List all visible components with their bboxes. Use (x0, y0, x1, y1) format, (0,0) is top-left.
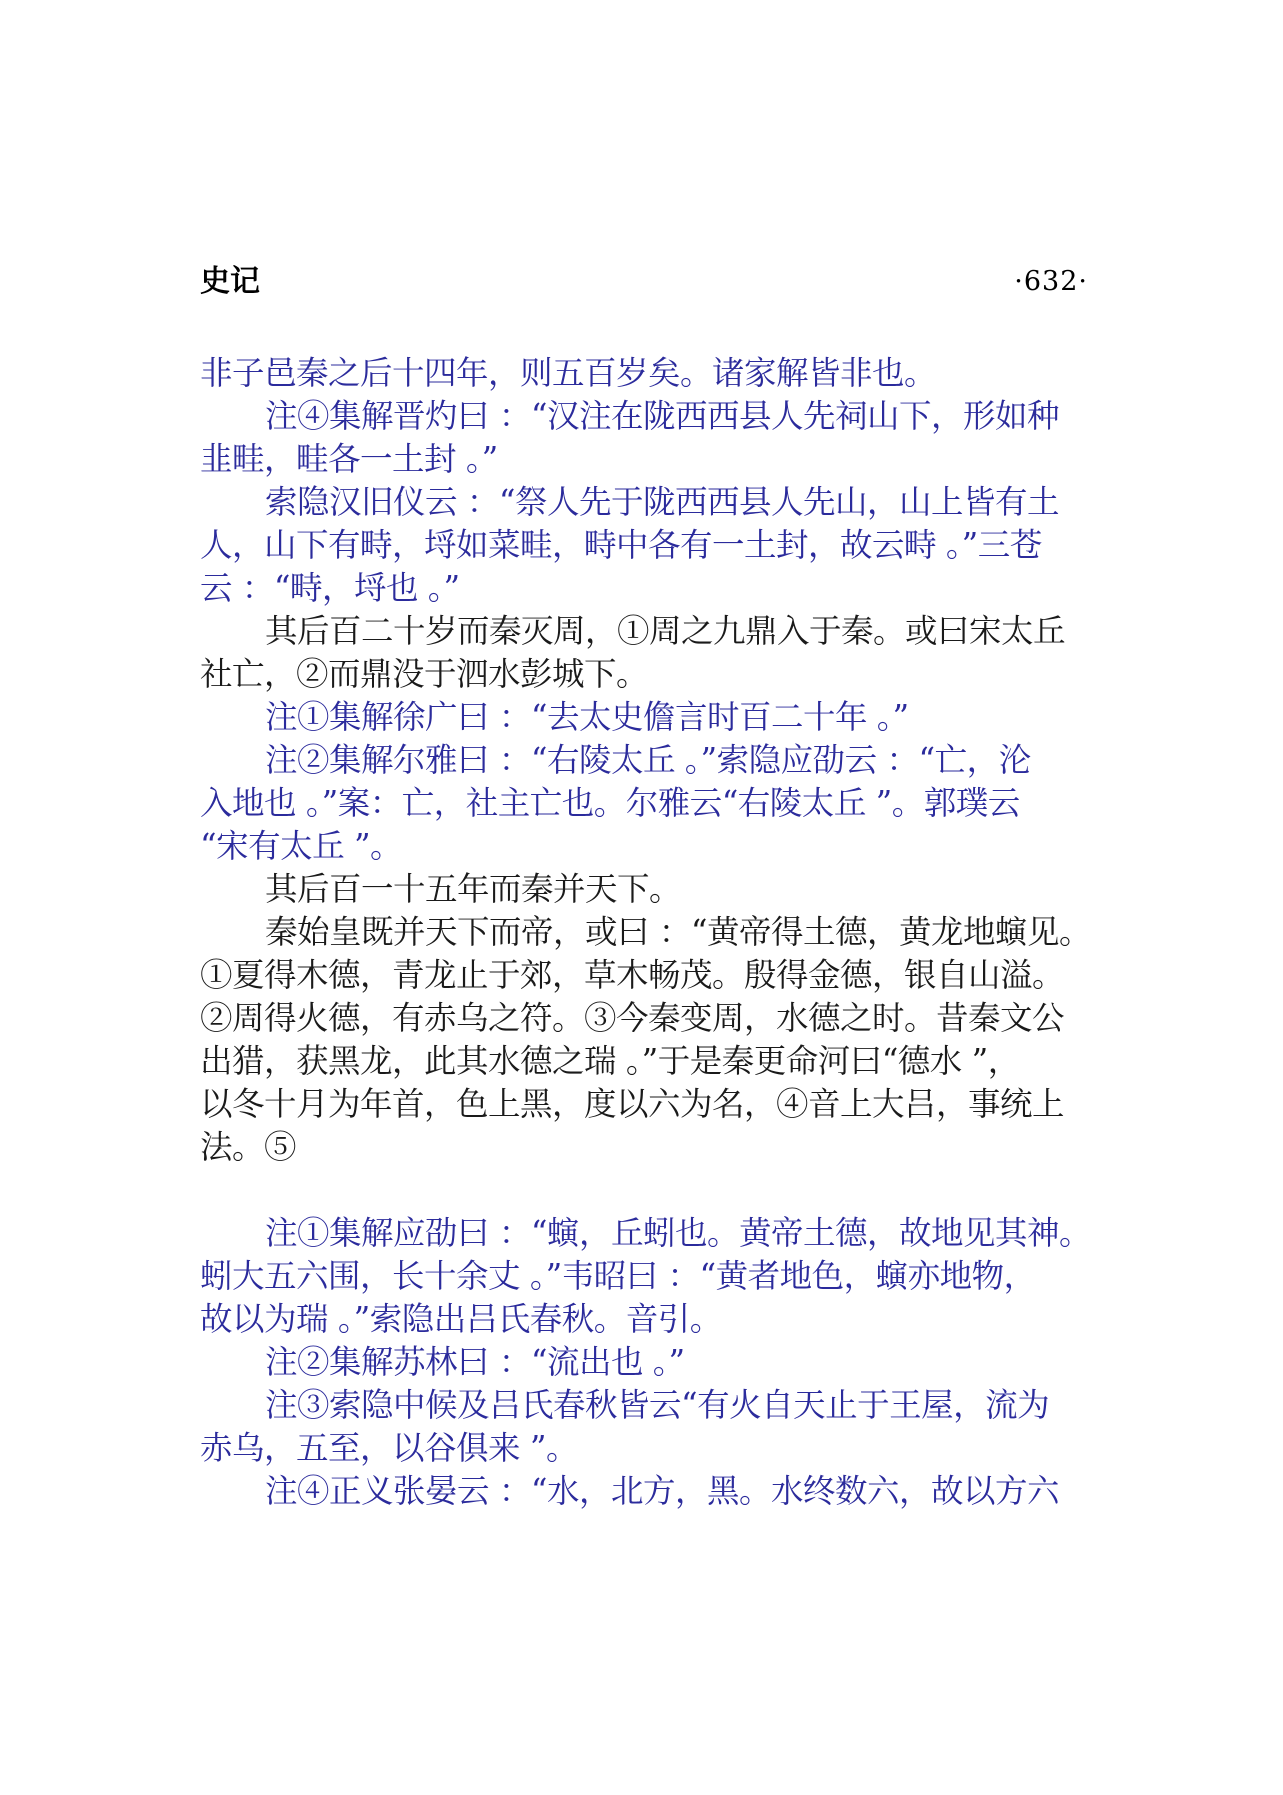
text-line: 法。⑤ (200, 1128, 297, 1166)
annotation-line: 注②集解尔雅曰 ：“右陵太丘 。”索隐应劭云 ：“亡，沦 (265, 741, 1031, 779)
text-line: 其后百二十岁而秦灭周，①周之九鼎入于秦。或曰宋太丘 (265, 612, 1066, 650)
text-line: 出猎，获黑龙，此其水德之瑞 。”于是秦更命河曰“德水 ”， (200, 1042, 1020, 1080)
text-line: 其后百一十五年而秦并天下。 (265, 870, 682, 908)
annotation-line: 非子邑秦之后十四年，则五百岁矣。诸家解皆非也。 (200, 354, 937, 392)
annotation-line: 赤乌，五至，以谷俱来 ”。 (200, 1429, 578, 1467)
annotation-line: 韭畦，畦各一土封 。” (200, 440, 498, 478)
text-line: 以冬十月为年首，色上黑，度以六为名，④音上大吕，事统上 (200, 1085, 1065, 1123)
annotation-line: 注①集解应劭曰 ：“螾，丘蚓也。黄帝土德，故地见其神。 (265, 1214, 1091, 1252)
annotation-line: 注④集解晋灼曰 ：“汉注在陇西西县人先祠山下，形如种 (265, 397, 1059, 435)
annotation-line: 注②集解苏林曰 ：“流出也 。” (265, 1343, 685, 1381)
text-line: 秦始皇既并天下而帝，或曰 ：“黄帝得土德，黄龙地螾见。 (265, 913, 1091, 951)
annotation-line: 索隐汉旧仪云 ：“祭人先于陇西西县人先山，山上皆有土 (265, 483, 1059, 521)
annotation-line: 人，山下有畤，埒如菜畦，畤中各有一土封，故云畤 。”三苍 (200, 526, 1042, 564)
paragraph-gap (200, 1169, 1090, 1212)
text-line: ②周得火德，有赤乌之符。③今秦变周，水德之时。昔秦文公 (200, 999, 1065, 1037)
annotation-line: 入地也 。”案：亡，社主亡也。尔雅云“右陵太丘 ”。郭璞云 (200, 784, 1020, 822)
body-text (200, 352, 1090, 1513)
annotation-line: 故以为瑞 。”索隐出吕氏春秋。音引。 (200, 1300, 722, 1338)
annotation-line: 云 ：“畤，埒也 。” (200, 569, 460, 607)
annotation-line: 蚓大五六围，长十余丈 。”韦昭曰 ：“黄者地色，螾亦地物， (200, 1257, 1036, 1295)
annotation-line: 注①集解徐广曰 ：“去太史儋言时百二十年 。” (265, 698, 909, 736)
annotation-line: “宋有太丘 ”。 (200, 827, 403, 865)
book-title: 史记 (200, 264, 260, 299)
annotation-line: 注③索隐中候及吕氏春秋皆云“有火自天止于王屋，流为 (265, 1386, 1050, 1424)
page-number: ·632· (1014, 266, 1088, 297)
page-header (200, 262, 1088, 312)
text-line: ①夏得木德，青龙止于郊，草木畅茂。殷得金德，银自山溢。 (200, 956, 1065, 994)
text-line: 社亡，②而鼎没于泗水彭城下。 (200, 655, 649, 693)
annotation-line: 注④正义张晏云 ：“水，北方，黑。水终数六，故以方六 (265, 1472, 1059, 1510)
